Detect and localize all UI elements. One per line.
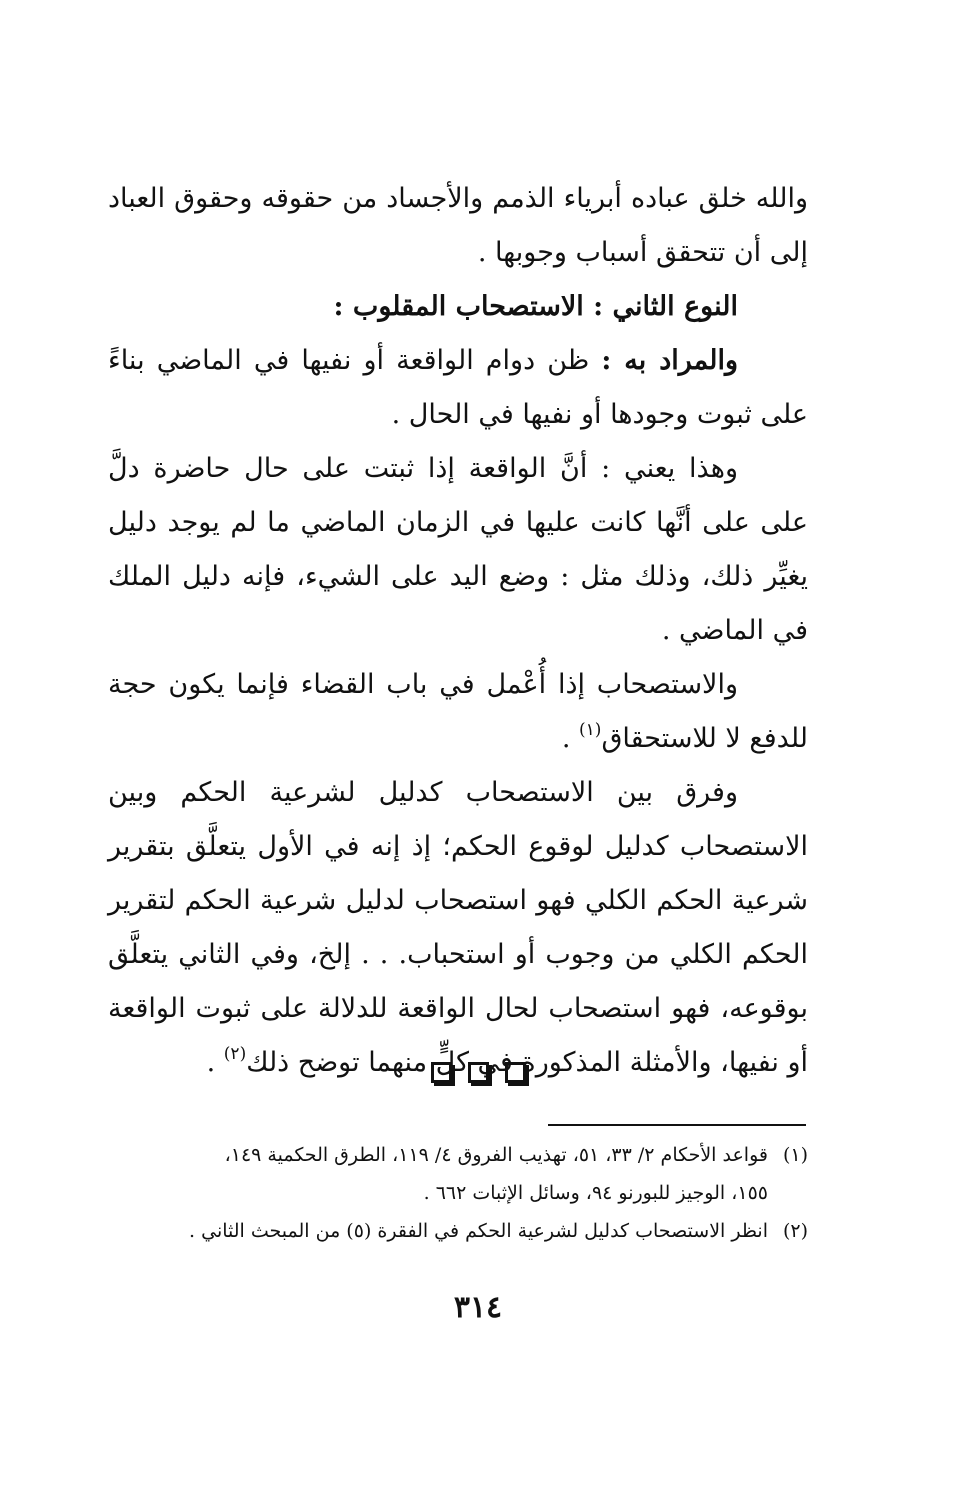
judiciary-text: والاستصحاب إذا أُعْمل في باب القضاء فإنما يكون حجة للدفع لا للاستحقاق — [108, 669, 808, 754]
difference-tail: . — [206, 1047, 224, 1078]
paragraph-definition — [108, 334, 808, 442]
definition-text: ظن دوام الواقعة أو نفيها في الماضي بناءً على ثبوت وجودها أو نفيها في الحال . — [108, 345, 808, 430]
paragraph-meaning — [108, 442, 808, 658]
footnotes — [108, 1136, 808, 1250]
footnote-2-line1: انظر الاستصحاب كدليل لشرعية الحكم في الفقرة (٥) من المبحث الثاني . — [189, 1220, 768, 1242]
paragraph-difference — [108, 766, 808, 1090]
difference-text: وفرق بين الاستصحاب كدليل لشرعية الحكم وبين الاستصحاب كدليل لوقوع الحكم؛ إذ إنه في الأول يتعلَّق بتقرير شرعية الحكم الكلي فهو استصحاب لدليل شرعية الحكم لتقرير الحكم الكلي من وجوب أو استحباب. . . إلخ، وفي الثاني يتعلَّق بوقوعه، فهو استصحاب لحال الواقعة للدلالة على ثبوت الواقعة أو نفيها، والأمثلة المذكورة في كلٍّ منهما توضح ذلك — [108, 777, 808, 1078]
footnote-1-line1: قواعد الأحكام ٢/ ٣٣، ٥١، تهذيب الفروق ٤/ ١١٩، الطرق الحكمية ١٤٩، — [224, 1144, 768, 1166]
judiciary-tail: . — [561, 723, 580, 754]
ornament-box-icon — [468, 1062, 489, 1083]
footnote-1-number: (١) — [782, 1144, 808, 1166]
footnote-2 — [108, 1212, 808, 1250]
paragraph-1 — [108, 172, 808, 280]
footnote-divider — [548, 1124, 806, 1126]
meaning-text: وهذا يعني : أنَّ الواقعة إذا ثبتت على حال حاضرة دلَّ على على أنَّها كانت عليها في الزمان الماضي ما لم يوجد دليل يغيِّر ذلك، وذلك مثل : وضع اليد على الشيء، فإنه دليل الملك في الماضي . — [108, 453, 808, 646]
footnote-2-number: (٢) — [782, 1220, 808, 1242]
definition-lead: والمراد به : — [601, 345, 738, 376]
main-text — [108, 172, 808, 1090]
footnote-ref-1[interactable]: (١) — [579, 720, 602, 740]
heading-second-type-text: النوع الثاني : الاستصحاب المقلوب : — [333, 291, 738, 322]
page-number: ٣١٤ — [453, 1290, 503, 1325]
footnote-1-continuation — [108, 1174, 808, 1212]
ornament-box-icon — [431, 1062, 452, 1083]
footnote-ref-2[interactable]: (٢) — [223, 1044, 247, 1064]
paragraph-1-text: والله خلق عباده أبرياء الذمم والأجساد من حقوقه وحقوق العباد إلى أن تتحقق أسباب وجوبها . — [108, 183, 808, 268]
ornament-box-icon — [505, 1062, 526, 1083]
heading-second-type — [108, 280, 808, 334]
section-end-ornament — [0, 1062, 956, 1087]
footnote-1-line2: ١٥٥، الوجيز للبورنو ٩٤، وسائل الإثبات ٦٦٢ . — [423, 1182, 768, 1204]
footnote-1 — [108, 1136, 808, 1174]
paragraph-judiciary — [108, 658, 808, 766]
